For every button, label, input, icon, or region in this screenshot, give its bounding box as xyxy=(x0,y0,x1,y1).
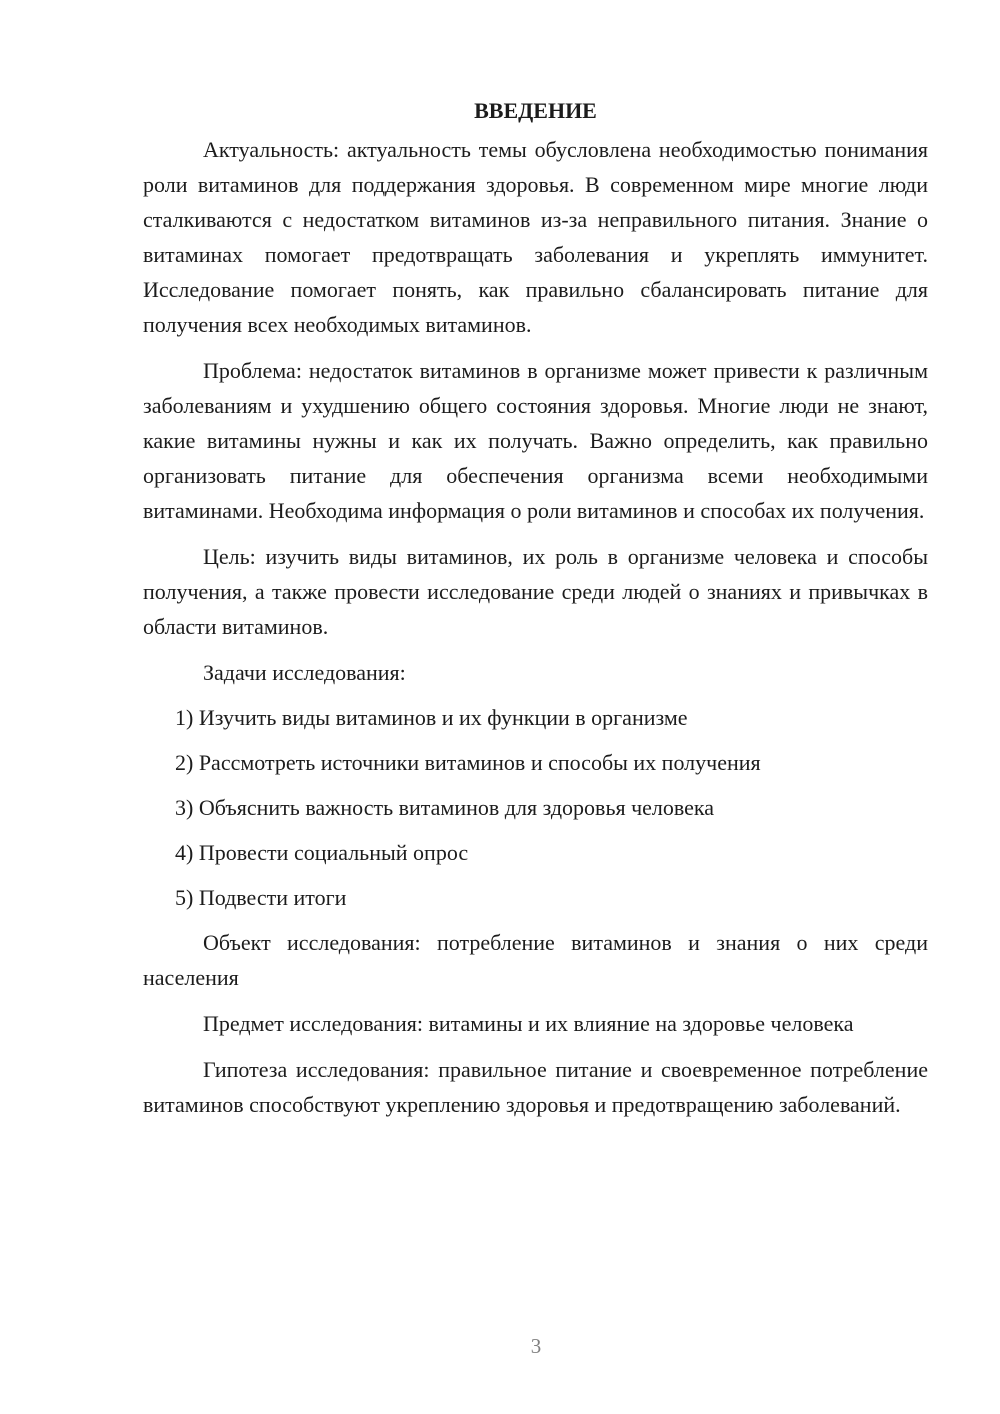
goal-paragraph: Цель: изучить виды витаминов, их роль в организме человека и способы получения, а также провести исследование среди людей о знаниях и привычках в области витаминов. xyxy=(143,544,928,639)
task-item: 5) Подвести итоги xyxy=(175,885,347,910)
problem-paragraph: Проблема: недостаток витаминов в организме может привести к различным заболеваниям и ухудшению общего состояния здоровья. Многие люди не знают, какие витамины нужны и как их получать. Важно определить, как правильно организовать питание для обеспечения организма всеми необходимыми витаминами. Необходима информация о роли витаминов и способах их получения. xyxy=(143,358,928,523)
hypothesis-paragraph: Гипотеза исследования: правильное питание и своевременное потребление витаминов способствуют укреплению здоровья и предотвращению заболеваний. xyxy=(143,1057,928,1117)
page-title: ВВЕДЕНИЕ xyxy=(474,98,597,123)
task-item: 1) Изучить виды витаминов и их функции в организме xyxy=(175,705,688,730)
page-content xyxy=(143,92,928,1133)
relevance-paragraph: Актуальность: актуальность темы обусловлена необходимостью понимания роли витаминов для поддержания здоровья. В современном мире многие люди сталкиваются с недостатком витаминов из-за неправильного питания. Знание о витаминах помогает предотвращать заболевания и укреплять иммунитет. Исследование помогает понять, как правильно сбалансировать питание для получения всех необходимых витаминов. xyxy=(143,137,928,337)
object-paragraph: Объект исследования: потребление витаминов и знания о них среди населения xyxy=(143,930,928,990)
subject-paragraph: Предмет исследования: витамины и их влияние на здоровье человека xyxy=(203,1011,854,1036)
page-number: 3 xyxy=(530,1334,542,1358)
task-item: 2) Рассмотреть источники витаминов и способы их получения xyxy=(175,750,761,775)
tasks-heading: Задачи исследования: xyxy=(203,660,406,685)
task-item: 4) Провести социальный опрос xyxy=(175,840,469,865)
tasks-list xyxy=(143,700,928,915)
task-item: 3) Объяснить важность витаминов для здоровья человека xyxy=(175,795,715,820)
